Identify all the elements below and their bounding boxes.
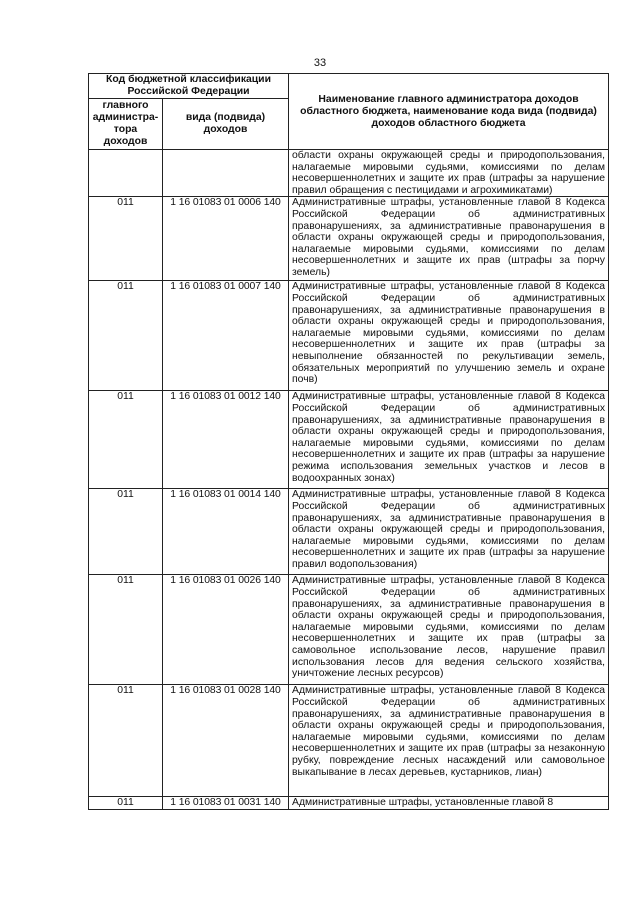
header-kbk: Код бюджетной классификации Российской Федерации (89, 74, 289, 99)
income-code-cell (163, 150, 289, 197)
table-row (89, 197, 609, 281)
table-row (89, 575, 609, 685)
description-cell: Административные штрафы, установленные главой 8 Кодекса Российской Федерации об административных правонарушениях, за административные правонарушения в области охраны окружающей среды и природопользования, налагаемые мировыми судьями, комиссиями по делам несовершеннолетних и защите их прав (штрафы за нарушение правил водопользования) (289, 489, 609, 575)
description-cell: Административные штрафы, установленные главой 8 (289, 797, 609, 810)
description-cell: Административные штрафы, установленные главой 8 Кодекса Российской Федерации об административных правонарушениях, за административные правонарушения в области охраны окружающей среды и природопользования, налагаемые мировыми судьями, комиссиями по делам несовершеннолетних и защите их прав (штрафы за невыполнение обязанностей по рекультивации земель, обязательных мероприятий по улучшению земель и охране почв) (289, 281, 609, 391)
table-row-continuation (89, 150, 609, 197)
table-row (89, 685, 609, 797)
admin-code-cell (89, 150, 163, 197)
header-name: Наименование главного администратора доходов областного бюджета, наименование кода вида (подвида) доходов областного бюджета (289, 74, 609, 150)
admin-code-cell: 011 (89, 197, 163, 281)
page-number: 33 (313, 57, 327, 69)
budget-classification-table (88, 73, 609, 810)
header-admin: главного администра-тора доходов (89, 99, 163, 150)
admin-code-cell: 011 (89, 391, 163, 489)
income-code-cell: 1 16 01083 01 0014 140 (163, 489, 289, 575)
income-code-cell: 1 16 01083 01 0007 140 (163, 281, 289, 391)
admin-code-cell: 011 (89, 281, 163, 391)
income-code-cell: 1 16 01083 01 0031 140 (163, 797, 289, 810)
description-cell: области охраны окружающей среды и природопользования, налагаемые мировыми судьями, комиссиями по делам несовершеннолетних и защите их прав (штрафы за нарушение правил обращения с пестицидами и агрохимикатами) (289, 150, 609, 197)
table-row (89, 797, 609, 810)
table-row (89, 281, 609, 391)
header-kind: вида (подвида) доходов (163, 99, 289, 150)
table-row (89, 391, 609, 489)
admin-code-cell: 011 (89, 489, 163, 575)
description-cell: Административные штрафы, установленные главой 8 Кодекса Российской Федерации об административных правонарушениях, за административные правонарушения в области охраны окружающей среды и природопользования, налагаемые мировыми судьями, комиссиями по делам несовершеннолетних и защите их прав (штрафы за порчу земель) (289, 197, 609, 281)
description-cell: Административные штрафы, установленные главой 8 Кодекса Российской Федерации об административных правонарушениях, за административные правонарушения в области охраны окружающей среды и природопользования, налагаемые мировыми судьями, комиссиями по делам несовершеннолетних и защите их прав (штрафы за нарушение режима использования земельных участков и лесов в водоохранных зонах) (289, 391, 609, 489)
income-code-cell: 1 16 01083 01 0006 140 (163, 197, 289, 281)
admin-code-cell: 011 (89, 575, 163, 685)
description-cell: Административные штрафы, установленные главой 8 Кодекса Российской Федерации об административных правонарушениях, за административные правонарушения в области охраны окружающей среды и природопользования, налагаемые мировыми судьями, комиссиями по делам несовершеннолетних и защите их прав (штрафы за самовольное использование лесов, нарушение правил использования лесов для ведения сельского хозяйства, уничтожение лесных ресурсов) (289, 575, 609, 685)
income-code-cell: 1 16 01083 01 0026 140 (163, 575, 289, 685)
admin-code-cell: 011 (89, 797, 163, 810)
admin-code-cell: 011 (89, 685, 163, 797)
description-cell: Административные штрафы, установленные главой 8 Кодекса Российской Федерации об административных правонарушениях, за административные правонарушения в области охраны окружающей среды и природопользования, налагаемые мировыми судьями, комиссиями по делам несовершеннолетних и защите их прав (штрафы за незаконную рубку, повреждение лесных насаждений или самовольное выкапывание в лесах деревьев, кустарников, лиан) (289, 685, 609, 797)
income-code-cell: 1 16 01083 01 0012 140 (163, 391, 289, 489)
income-code-cell: 1 16 01083 01 0028 140 (163, 685, 289, 797)
table-row (89, 489, 609, 575)
